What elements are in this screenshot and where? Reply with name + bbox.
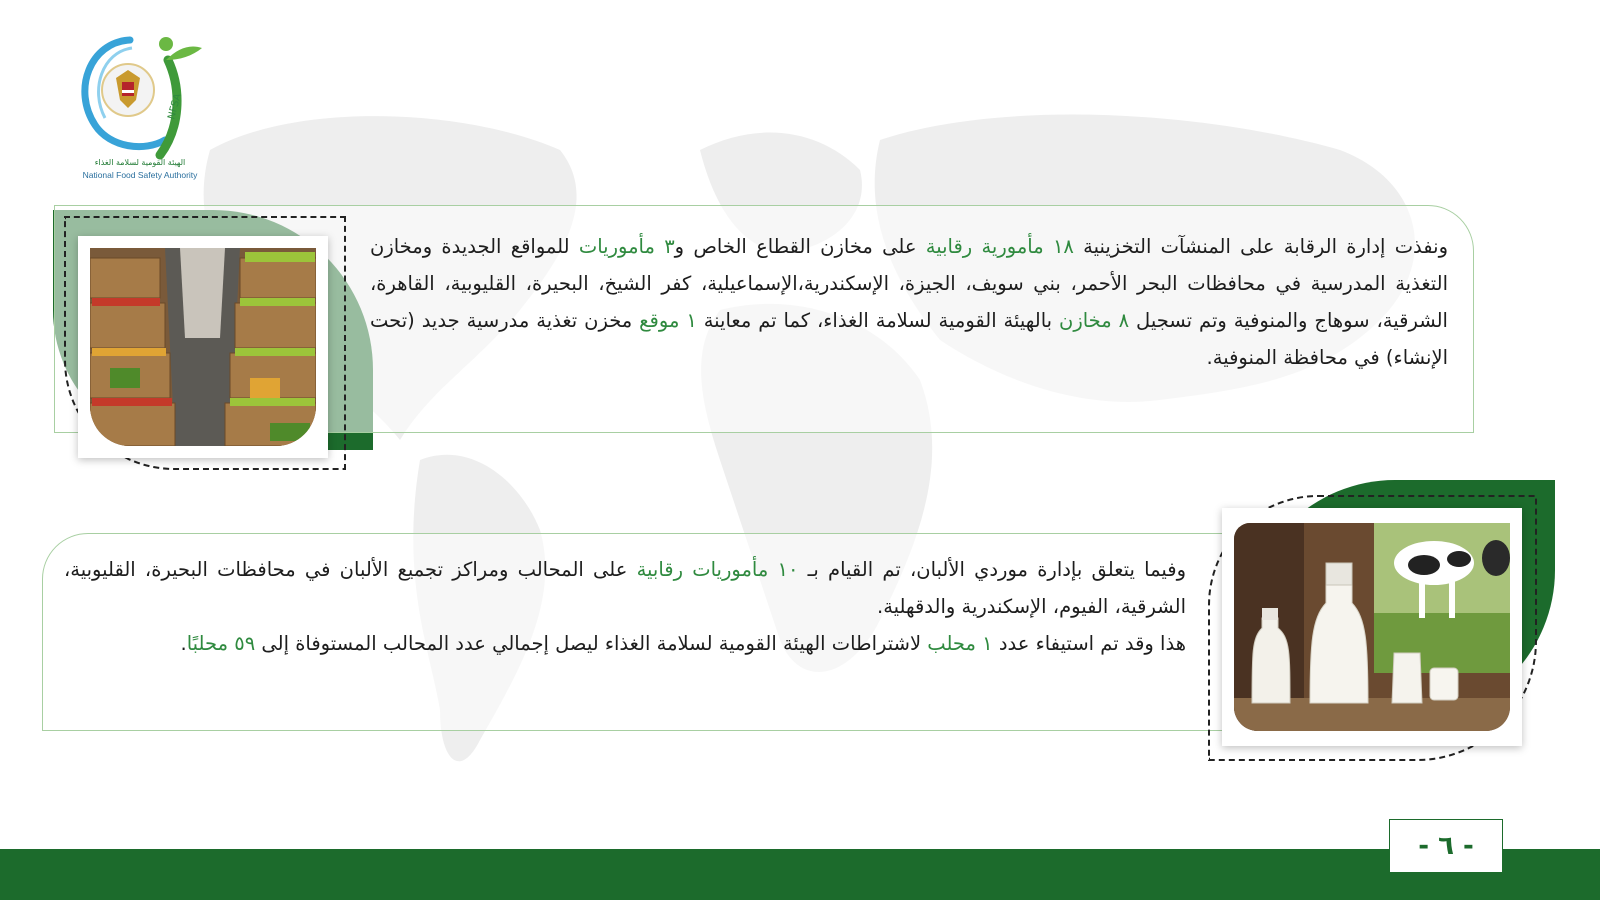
section1-text-segment: ونفذت إدارة الرقابة على المنشآت التخزينية bbox=[1073, 235, 1449, 258]
section2-paragraph bbox=[64, 551, 1186, 662]
nfsa-logo-icon bbox=[70, 30, 220, 160]
section1-text-segment: للمواقع الجديدة ومخازن التغذية المدرسية في محافظات البحر الأحمر، بني سويف، الجيزة، الإسكندرية،الإسماعيلية، كفر الشيخ، البحيرة، القليوبية، القاهرة، الشرقية، سوهاج والمنوفية وتم تسجيل bbox=[370, 235, 1448, 332]
section2-highlight-dairy: ١ محلب bbox=[927, 632, 993, 655]
section2-text-segment: على المحالب ومراكز تجميع الألبان في محافظات البحيرة، القليوبية، الشرقية، الفيوم، الإسكندرية والدقهلية. bbox=[64, 558, 1186, 618]
section1-text-segment: على مخازن القطاع الخاص و bbox=[674, 235, 926, 258]
section2-line2 bbox=[64, 625, 1186, 662]
section2-text-segment: هذا وقد تم استيفاء عدد bbox=[992, 632, 1186, 655]
section1-highlight-site: ١ موقع bbox=[639, 309, 697, 332]
section1-text-segment: بالهيئة القومية لسلامة الغذاء، كما تم معاينة bbox=[696, 309, 1059, 332]
logo-arabic-name: الهيئة القومية لسلامة الغذاء bbox=[94, 158, 186, 167]
logo-abbr: NFSA bbox=[166, 92, 184, 121]
section2-highlight-missions: ١٠ مأموريات رقابية bbox=[636, 558, 799, 581]
section1-paragraph bbox=[370, 228, 1448, 376]
section1-highlight-new-missions: ٣ مأموريات bbox=[578, 235, 675, 258]
section2-line1 bbox=[64, 551, 1186, 625]
warehouse-photo bbox=[90, 248, 316, 446]
section1-text-segment: مخزن تغذية مدرسية جديد (تحت الإنشاء) في محافظة المنوفية. bbox=[370, 309, 1448, 369]
section1-highlight-missions: ١٨ مأمورية رقابية bbox=[925, 235, 1074, 258]
milk-photo bbox=[1234, 523, 1510, 731]
section2-text-segment: وفيما يتعلق بإدارة موردي الألبان، تم القيام بـ bbox=[798, 558, 1186, 581]
section2-photo-frame bbox=[1222, 508, 1522, 746]
section1-highlight-warehouses: ٨ مخازن bbox=[1059, 309, 1130, 332]
section2-text-segment: . bbox=[180, 632, 187, 655]
section2-highlight-total-dairies: ٥٩ محلبًا bbox=[186, 632, 256, 655]
section1-photo-frame bbox=[78, 236, 328, 458]
footer-bar bbox=[0, 849, 1600, 900]
section2-text-segment: لاشتراطات الهيئة القومية لسلامة الغذاء ليصل إجمالي عدد المحالب المستوفاة إلى bbox=[255, 632, 928, 655]
page-number: - ٦ - bbox=[1389, 819, 1503, 873]
logo-english-name: National Food Safety Authority bbox=[82, 170, 198, 180]
